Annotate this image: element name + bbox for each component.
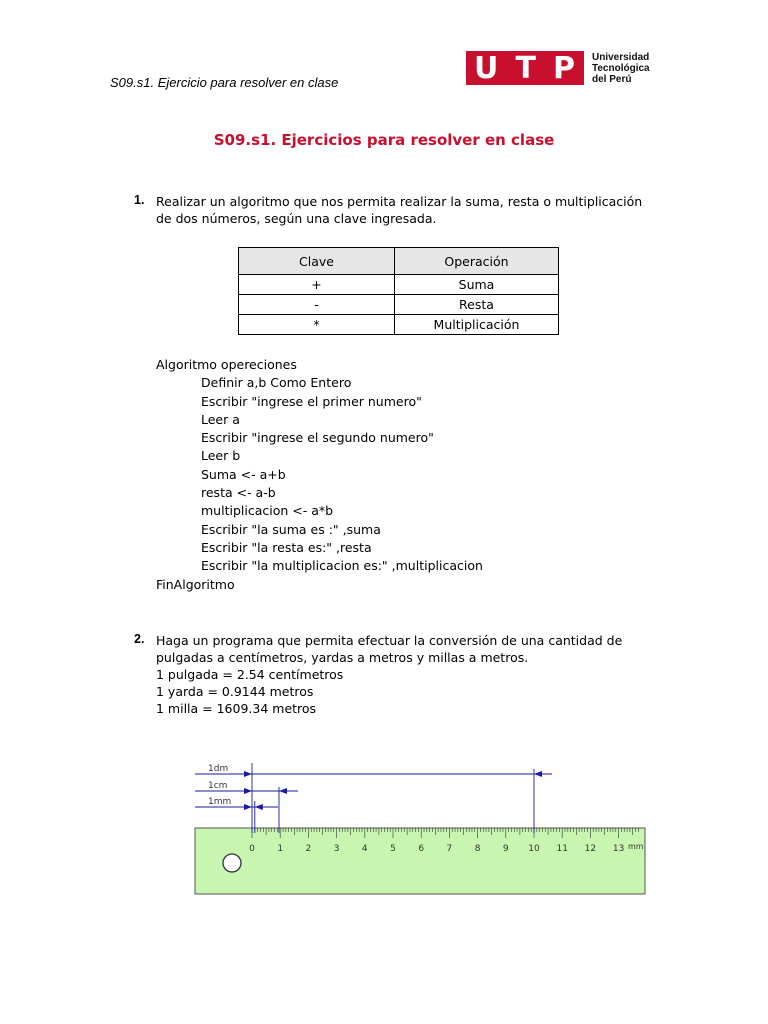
algorithm-line: multiplicacion <- a*b xyxy=(201,503,334,519)
ruler-hole xyxy=(223,854,241,872)
table-row xyxy=(239,275,559,295)
conversion-line: 1 pulgada = 2.54 centímetros xyxy=(156,667,344,682)
table-header-row xyxy=(239,248,559,275)
algorithm-line: resta <- a-b xyxy=(201,485,276,501)
ruler-number: 12 xyxy=(584,844,597,854)
exercise-2-text: Haga un programa que permita efectuar la conversión de una cantidad de pulgadas a centímetros, yardas a metros y millas a metros. xyxy=(156,633,623,665)
header-text: S09.s1. Ejercicio para resolver en clase xyxy=(110,75,339,90)
ruler-unit: mm xyxy=(628,842,644,851)
logo-word: Universidad xyxy=(592,51,650,63)
algorithm-line: Suma <- a+b xyxy=(201,466,286,482)
logo-words xyxy=(592,52,650,85)
arrow-head xyxy=(244,804,252,810)
ruler-number: 13 xyxy=(612,844,625,854)
algorithm-line: Leer a xyxy=(201,411,240,427)
utp-logo xyxy=(466,51,650,85)
table-row xyxy=(239,295,559,315)
table-header: Operación xyxy=(395,248,559,275)
table-cell: + xyxy=(239,275,395,295)
table-row xyxy=(239,315,559,335)
ruler-number: 3 xyxy=(333,844,340,854)
dimension-arrows xyxy=(244,771,542,810)
ruler-number: 9 xyxy=(502,844,509,854)
operations-table xyxy=(238,247,559,335)
algorithm-line: Escribir "ingrese el segundo numero" xyxy=(201,430,434,446)
table-cell: * xyxy=(239,315,395,335)
conversion-line: 1 milla = 1609.34 metros xyxy=(156,701,317,716)
ruler-number: 1 xyxy=(277,844,284,854)
table-cell: - xyxy=(239,295,395,315)
label-dm: 1dm xyxy=(208,764,229,774)
logo-box xyxy=(466,51,584,85)
page-title: S09.s1. Ejercicios para resolver en clase xyxy=(213,131,555,149)
label-mm: 1mm xyxy=(208,797,232,807)
exercise-1-number: 1. xyxy=(134,193,145,207)
algorithm-line: Escribir "la multiplicacion es:" ,multiplicacion xyxy=(201,558,483,574)
ruler-figure xyxy=(190,755,650,897)
algorithm-end: FinAlgoritmo xyxy=(156,576,235,592)
ruler-body xyxy=(195,828,645,894)
logo-letter: T xyxy=(515,50,537,86)
ruler-number: 6 xyxy=(418,844,425,854)
table-header: Clave xyxy=(239,248,395,275)
logo-word: del Perú xyxy=(592,73,632,85)
logo-letter: U xyxy=(474,50,500,86)
ruler-number: 2 xyxy=(305,844,312,854)
table-cell: Resta xyxy=(395,295,559,315)
ruler-number: 7 xyxy=(446,844,453,854)
ruler-number: 10 xyxy=(528,844,540,854)
table-cell: Multiplicación xyxy=(395,315,559,335)
algorithm-start: Algoritmo opereciones xyxy=(156,357,297,372)
exercise-1-text: Realizar un algoritmo que nos permita realizar la suma, resta o multiplicación de dos números, según una clave ingresada. xyxy=(156,194,643,226)
arrow-head xyxy=(534,771,542,777)
table-cell: Suma xyxy=(395,275,559,295)
algorithm-line: Escribir "ingrese el primer numero" xyxy=(201,393,422,409)
logo-word: Tecnológica xyxy=(592,62,650,74)
label-cm: 1cm xyxy=(208,781,228,791)
arrow-head xyxy=(279,788,287,794)
exercise-2-number: 2. xyxy=(134,632,145,646)
arrow-head xyxy=(255,804,263,810)
ruler-number: 0 xyxy=(249,844,255,854)
algorithm-line: Escribir "la suma es :" ,suma xyxy=(201,521,381,537)
logo-letter: P xyxy=(552,50,576,86)
ruler-number: 4 xyxy=(361,844,368,854)
algorithm-line: Escribir "la resta es:" ,resta xyxy=(201,539,372,555)
ruler-number: 5 xyxy=(390,844,396,854)
conversion-line: 1 yarda = 0.9144 metros xyxy=(156,684,314,699)
algorithm-line: Definir a,b Como Entero xyxy=(201,375,352,391)
arrow-head xyxy=(244,788,252,794)
arrow-head xyxy=(244,771,252,777)
ruler-number: 11 xyxy=(556,844,568,854)
algorithm-line: Leer b xyxy=(201,448,241,464)
algorithm-block xyxy=(156,356,483,594)
exercise-2-block xyxy=(156,632,676,717)
ruler-number: 8 xyxy=(474,844,481,854)
